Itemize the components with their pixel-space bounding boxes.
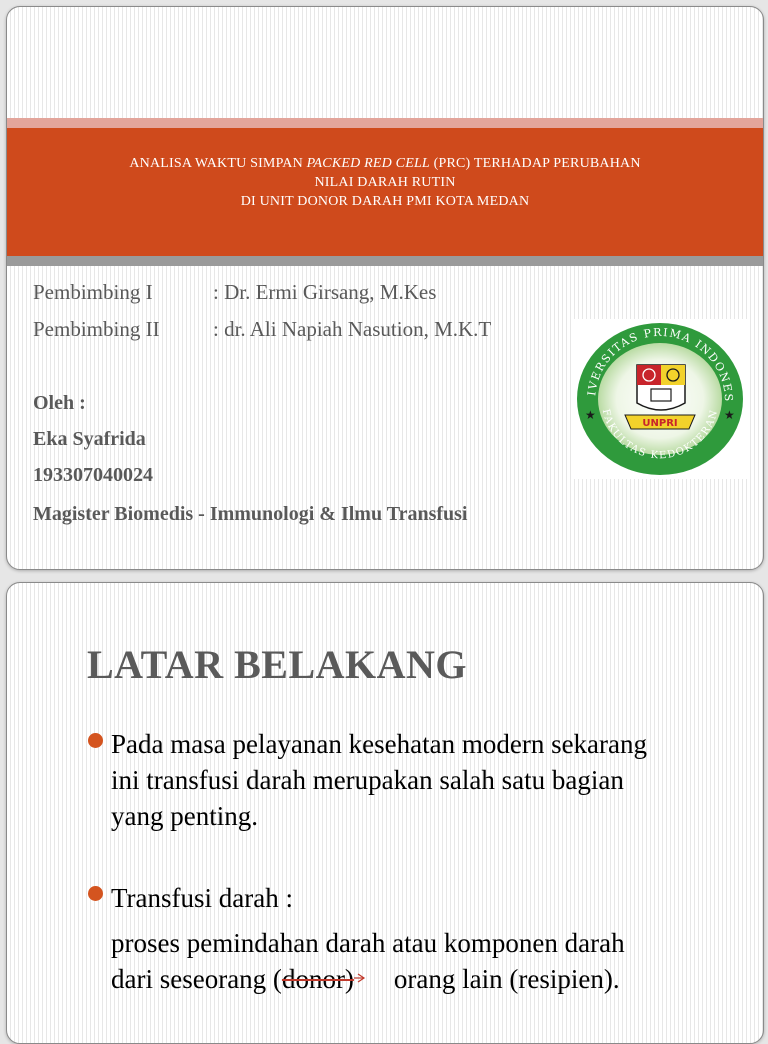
pink-accent-band	[7, 118, 763, 128]
logo-ribbon-text: UNPRI	[642, 418, 678, 429]
supervisor-2-label: Pembimbing II	[33, 317, 160, 341]
logo-star-left-icon: ★	[585, 408, 596, 422]
title-line-2: NILAI DARAH RUTIN	[314, 175, 456, 190]
definition-line-2	[111, 961, 625, 997]
slide-heading: LATAR BELAKANG	[87, 642, 468, 687]
title-line-3: DI UNIT DONOR DARAH PMI KOTA MEDAN	[240, 194, 530, 209]
logo-ring-top-text: IVERSITAS PRIMA INDONES	[585, 325, 736, 403]
grey-divider-band	[7, 256, 763, 266]
bullet-2-definition	[111, 925, 625, 997]
author-name: Eka Syafrida	[33, 428, 146, 450]
logo-star-right-icon: ★	[724, 408, 735, 422]
title-line-1	[7, 154, 763, 173]
donor-text: donor)	[281, 964, 354, 994]
bullet-1-text	[111, 726, 647, 834]
supervisor-1	[33, 280, 436, 305]
bullet-1-line-1: Pada masa pelayanan kesehatan modern sekarang	[111, 729, 648, 759]
slide-2	[6, 582, 764, 1044]
study-program: Magister Biomedis - Immunologi & Ilmu Transfusi	[33, 503, 468, 525]
bullet-dot-icon	[88, 886, 103, 901]
supervisor-2	[33, 317, 491, 342]
title-text-italic: PACKED RED CELL	[306, 156, 430, 171]
title-text-a: ANALISA WAKTU SIMPAN	[129, 156, 307, 171]
bullet-1-line-3: yang penting.	[111, 801, 258, 831]
by-label: Oleh :	[33, 392, 86, 414]
definition-text-a: dari seseorang (	[111, 964, 282, 994]
supervisor-1-label: Pembimbing I	[33, 280, 153, 304]
student-id: 193307040024	[33, 464, 153, 486]
definition-text-b: orang lain (resipien).	[393, 964, 620, 994]
title-text-b: (PRC) TERHADAP PERUBAHAN	[429, 156, 641, 171]
university-logo	[573, 319, 747, 479]
bullet-1-line-2: ini transfusi darah merupakan salah satu bagian	[111, 765, 624, 795]
bullet-2-title: Transfusi darah :	[111, 883, 293, 913]
unpri-seal-icon	[573, 319, 747, 479]
arrow-icon	[354, 961, 394, 997]
supervisor-2-value: : dr. Ali Napiah Nasution, M.K.T	[213, 317, 492, 341]
title-band	[7, 128, 763, 256]
supervisor-1-value: : Dr. Ermi Girsang, M.Kes	[213, 280, 437, 304]
slide-1	[6, 6, 764, 570]
logo-ring-bottom-text: FAKULTAS KEDOKTERAN	[599, 407, 721, 462]
bullet-dot-icon	[88, 733, 103, 748]
definition-line-1: proses pemindahan darah atau komponen darah	[111, 928, 625, 958]
